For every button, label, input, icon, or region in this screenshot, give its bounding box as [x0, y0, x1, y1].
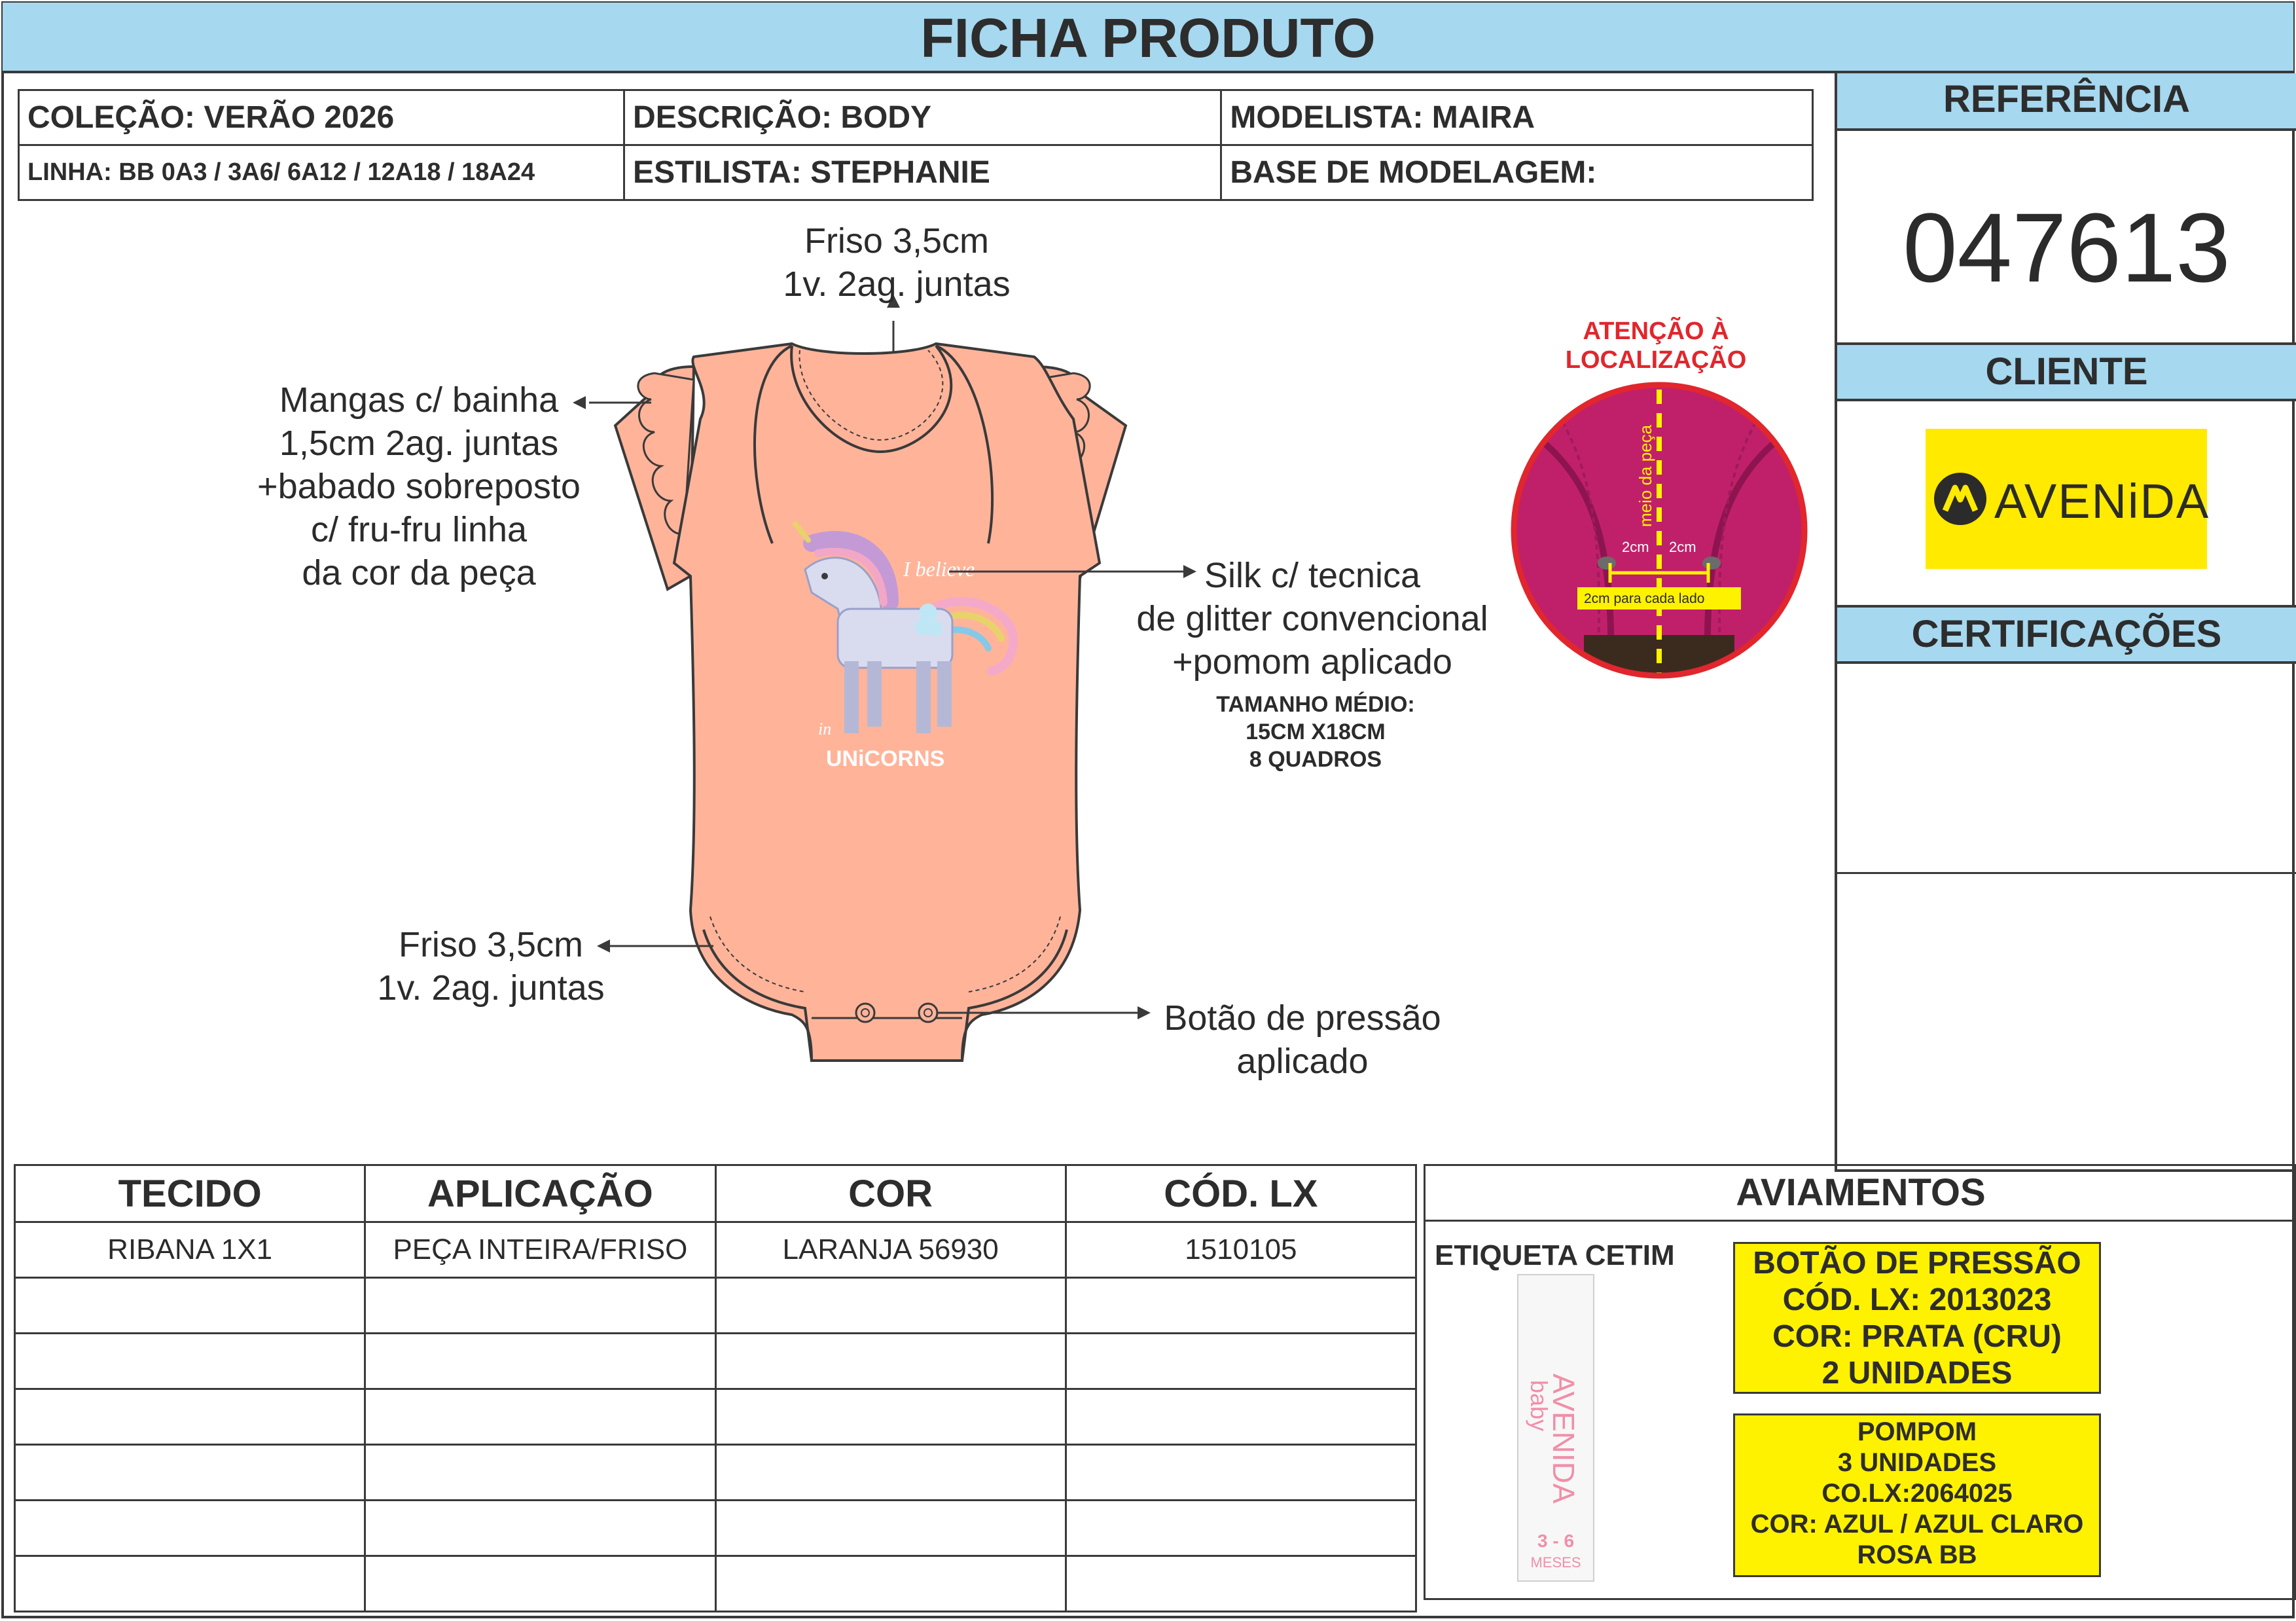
table-cell: [15, 1445, 365, 1501]
table-cell: [1066, 1278, 1416, 1334]
table-cell: [1066, 1334, 1416, 1389]
modelista-field: MODELISTA: MAIRA: [1221, 90, 1813, 145]
table-cell: [715, 1334, 1066, 1389]
cell-cod-lx: 1510105: [1066, 1222, 1416, 1278]
table-cell: [715, 1445, 1066, 1501]
table-cell: [365, 1389, 715, 1445]
table-cell: [715, 1556, 1066, 1612]
certificacoes-header: CERTIFICAÇÕES: [1837, 605, 2296, 664]
etiqueta-brand: AVENIDA: [1547, 1374, 1581, 1504]
table-row: [15, 1334, 1416, 1389]
referencia-value: 047613: [1903, 192, 2231, 302]
table-row: [15, 1278, 1416, 1334]
client-logo-text: AVENiDA: [1994, 474, 2210, 528]
measure-note: 2cm para cada lado: [1584, 591, 1705, 606]
linha-field: LINHA: BB 0A3 / 3A6/ 6A12 / 12A18 / 18A24: [19, 145, 624, 200]
table-row: [15, 1445, 1416, 1501]
table-cell: [365, 1278, 715, 1334]
table-row: [15, 1389, 1416, 1445]
center-line-label: meio da peça: [1636, 424, 1655, 527]
header-tecido: TECIDO: [15, 1165, 365, 1222]
aviamentos-title: AVIAMENTOS: [1426, 1166, 2296, 1222]
etiqueta-size: 3 - 6: [1537, 1531, 1575, 1551]
base-modelagem-field: BASE DE MODELAGEM:: [1221, 145, 1813, 200]
friso-top-annotation: Friso 3,5cm 1v. 2ag. juntas: [783, 221, 1011, 304]
right-measure-label: 2cm: [1669, 539, 1696, 555]
table-cell: [365, 1334, 715, 1389]
print-text-unicorns: UNiCORNS: [826, 746, 945, 771]
header-cor: COR: [715, 1165, 1066, 1222]
table-cell: [15, 1278, 365, 1334]
table-cell: [365, 1556, 715, 1612]
colecao-field: COLEÇÃO: VERÃO 2026: [19, 90, 624, 145]
fabric-table: [14, 1164, 1417, 1612]
table-row: [15, 1501, 1416, 1556]
friso-bottom-annotation: Friso 3,5cm 1v. 2ag. juntas: [377, 925, 605, 1008]
table-cell: [715, 1501, 1066, 1556]
table-cell: [15, 1556, 365, 1612]
page-title: FICHA PRODUTO: [3, 3, 2293, 73]
table-cell: [715, 1278, 1066, 1334]
aviamentos-panel: [1424, 1164, 2296, 1600]
fabric-table-header: [15, 1165, 1416, 1222]
print-text-in: in: [818, 719, 832, 738]
pompom-box: POMPOM 3 UNIDADES CO.LX:2064025 COR: AZUL / AZUL CLARO ROSA BB: [1733, 1413, 2101, 1577]
header-aplicacao: APLICAÇÃO: [365, 1165, 715, 1222]
table-cell: [15, 1334, 365, 1389]
table-row: [15, 1222, 1416, 1278]
table-cell: [1066, 1556, 1416, 1612]
cell-cor: LARANJA 56930: [715, 1222, 1066, 1278]
cliente-header: CLIENTE: [1837, 342, 2296, 401]
etiqueta-sub: baby: [1526, 1380, 1552, 1432]
descricao-field: DESCRIÇÃO: BODY: [624, 90, 1221, 145]
mangas-annotation: Mangas c/ bainha 1,5cm 2ag. juntas +babado sobreposto c/ fru-fru linha da cor da peça: [257, 380, 581, 592]
tamanho-annotation: TAMANHO MÉDIO: 15CM X18CM 8 QUADROS: [1216, 692, 1415, 772]
botao-pressao-box: BOTÃO DE PRESSÃO CÓD. LX: 2013023 COR: PRATA (CRU) 2 UNIDADES: [1733, 1242, 2101, 1394]
print-text-believe: I believe: [903, 557, 975, 581]
table-cell: [365, 1445, 715, 1501]
table-cell: [15, 1389, 365, 1445]
left-measure-label: 2cm: [1622, 539, 1649, 555]
referencia-header: REFERÊNCIA: [1837, 73, 2296, 131]
table-cell: [1066, 1389, 1416, 1445]
etiqueta-unit: MESES: [1530, 1554, 1581, 1571]
table-cell: [1066, 1445, 1416, 1501]
table-cell: [715, 1389, 1066, 1445]
placement-detail-circle: [1505, 376, 1813, 684]
table-cell: [365, 1501, 715, 1556]
header-cod-lx: CÓD. LX: [1066, 1165, 1416, 1222]
cell-tecido: RIBANA 1X1: [15, 1222, 365, 1278]
table-cell: [1066, 1501, 1416, 1556]
table-row: [15, 1556, 1416, 1612]
estilista-field: ESTILISTA: STEPHANIE: [624, 145, 1221, 200]
table-cell: [15, 1501, 365, 1556]
attention-label: ATENÇÃO À LOCALIZAÇÃO: [1565, 318, 1747, 374]
botao-annotation: Botão de pressão aplicado: [1164, 998, 1441, 1081]
etiqueta-label: ETIQUETA CETIM: [1435, 1239, 1675, 1271]
silk-annotation: Silk c/ tecnica de glitter convencional +pomom aplicado: [1136, 556, 1488, 682]
cell-aplicacao: PEÇA INTEIRA/FRISO: [365, 1222, 715, 1278]
satin-label-tag: [1517, 1274, 1594, 1582]
